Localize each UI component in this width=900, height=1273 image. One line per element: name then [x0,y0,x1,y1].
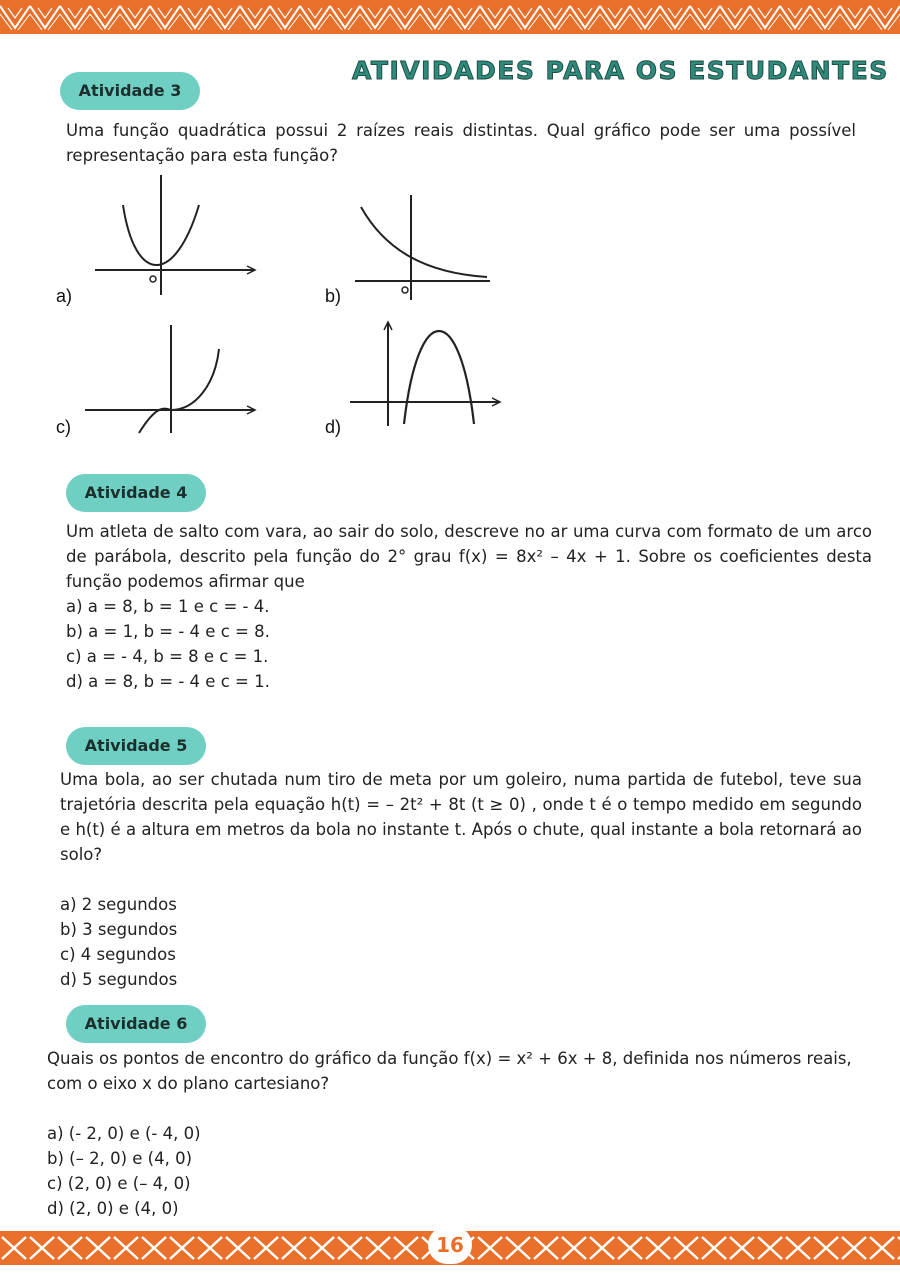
graph-a [95,175,275,295]
activity-5-option-c[interactable]: c) 4 segundos [60,945,176,964]
activity-5-question: Uma bola, ao ser chutada num tiro de meta por um goleiro, numa partida de futebol, teve sua trajetória descrita pela equação h(t) = – 2t² + 8t (t ≥ 0) , onde t é o tempo medido em segundo e h(t) é a altura em metros da bola no instante t. Após o chute, qual instante a bola retornará ao solo? [60,770,862,864]
activity-5-option-b[interactable]: b) 3 segundos [60,920,178,939]
page-heading: ATIVIDADES PARA OS ESTUDANTES [352,56,889,85]
activity-6-option-c[interactable]: c) (2, 0) e (– 4, 0) [47,1174,191,1193]
graph-c-label: c) [56,417,71,437]
graph-b [355,195,535,305]
activity-5-options [60,892,460,992]
activity-4-label: Atividade 4 [66,474,206,512]
activity-5-option-d[interactable]: d) 5 segundos [60,970,178,989]
activity-3-question: Uma função quadrática possui 2 raízes reais distintas. Qual gráfico pode ser uma possível representação para esta função? [66,121,856,165]
activity-4-option-a[interactable]: a) a = 8, b = 1 e c = - 4. [66,597,270,616]
graph-a-origin-mark [150,276,156,282]
activity-6-option-d[interactable]: d) (2, 0) e (4, 0) [47,1199,179,1218]
activity-4-option-d[interactable]: d) a = 8, b = - 4 e c = 1. [66,672,270,691]
graph-a-label: a) [56,286,73,306]
top-border [0,0,900,34]
graph-b-label: b) [325,286,342,306]
graph-c [85,325,265,435]
activity-5-label: Atividade 5 [66,727,206,765]
activity-4-question-text: Um atleta de salto com vara, ao sair do solo, descreve no ar uma curva com formato de um arco de parábola, descrito pela função do 2° grau f(x) = 8x² – 4x + 1. Sobre os coeficientes desta função podemos afirmar que [66,522,872,591]
activity-6-label: Atividade 6 [66,1005,206,1043]
activity-4-question [66,519,872,694]
activity-6-option-a[interactable]: a) (- 2, 0) e (- 4, 0) [47,1124,201,1143]
top-border-pattern [0,0,900,34]
activity-6-options [47,1121,447,1221]
graph-d [350,320,530,430]
graph-d-label: d) [325,417,342,437]
activity-3-label: Atividade 3 [60,72,200,110]
activity-4-option-b[interactable]: b) a = 1, b = - 4 e c = 8. [66,622,270,641]
activity-6-question: Quais os pontos de encontro do gráfico da função f(x) = x² + 6x + 8, definida nos números reais, com o eixo x do plano cartesiano? [47,1049,852,1093]
activity-6-option-b[interactable]: b) (– 2, 0) e (4, 0) [47,1149,193,1168]
activity-5-option-a[interactable]: a) 2 segundos [60,895,177,914]
graph-b-origin-mark [402,287,408,293]
activity-4-option-c[interactable]: c) a = - 4, b = 8 e c = 1. [66,647,269,666]
page-number: 16 [428,1226,472,1264]
